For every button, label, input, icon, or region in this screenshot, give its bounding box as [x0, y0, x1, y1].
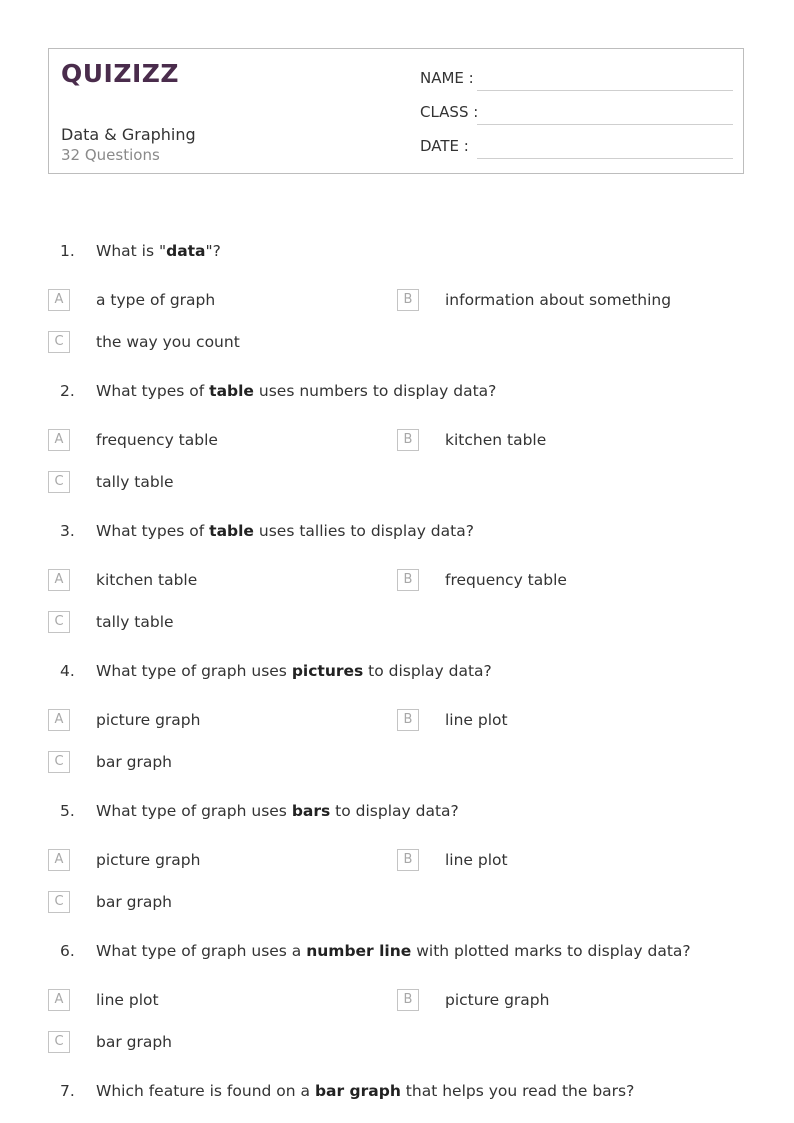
question-count: 32 Questions [61, 146, 160, 164]
option-b-box[interactable]: B [397, 429, 419, 451]
option-a-text[interactable]: picture graph [96, 851, 201, 869]
class-line [477, 124, 733, 125]
question-number: 1. [60, 242, 75, 260]
option-b-text[interactable]: information about something [445, 291, 672, 309]
option-c-box[interactable]: C [48, 751, 70, 773]
option-c-text[interactable]: bar graph [96, 753, 173, 771]
option-a-text[interactable]: frequency table [96, 431, 218, 449]
option-b-box[interactable]: B [397, 709, 419, 731]
question-number: 5. [60, 802, 75, 820]
option-b-text[interactable]: kitchen table [445, 431, 547, 449]
option-c-text[interactable]: tally table [96, 613, 174, 631]
question-number: 6. [60, 942, 75, 960]
option-c-text[interactable]: the way you count [96, 333, 240, 351]
question-number: 2. [60, 382, 75, 400]
option-c-box[interactable]: C [48, 1031, 70, 1053]
question-text: What type of graph uses a number line with plotted marks to display data? [96, 942, 691, 960]
option-c-box[interactable]: C [48, 471, 70, 493]
option-a-text[interactable]: kitchen table [96, 571, 198, 589]
option-a-text[interactable]: line plot [96, 991, 159, 1009]
option-c-box[interactable]: C [48, 611, 70, 633]
question-text: What is "data"? [96, 242, 221, 260]
option-a-box[interactable]: A [48, 429, 70, 451]
option-c-text[interactable]: bar graph [96, 1033, 173, 1051]
date-label: DATE : [420, 137, 469, 155]
question-text: What type of graph uses bars to display data? [96, 802, 459, 820]
option-b-box[interactable]: B [397, 289, 419, 311]
option-c-text[interactable]: bar graph [96, 893, 173, 911]
option-a-box[interactable]: A [48, 289, 70, 311]
option-a-box[interactable]: A [48, 989, 70, 1011]
option-b-text[interactable]: frequency table [445, 571, 567, 589]
question-text: What types of table uses numbers to display data? [96, 382, 497, 400]
name-field[interactable] [420, 67, 733, 91]
option-b-box[interactable]: B [397, 849, 419, 871]
question-text: What type of graph uses pictures to display data? [96, 662, 492, 680]
question-number: 7. [60, 1082, 75, 1100]
worksheet-title: Data & Graphing [61, 125, 196, 144]
question-text: Which feature is found on a bar graph that helps you read the bars? [96, 1082, 635, 1100]
option-a-text[interactable]: picture graph [96, 711, 201, 729]
option-c-text[interactable]: tally table [96, 473, 174, 491]
question-text: What types of table uses tallies to display data? [96, 522, 474, 540]
option-a-box[interactable]: A [48, 569, 70, 591]
question-number: 3. [60, 522, 75, 540]
date-line [477, 158, 733, 159]
option-b-box[interactable]: B [397, 989, 419, 1011]
name-label: NAME : [420, 69, 474, 87]
date-field[interactable] [420, 135, 733, 159]
option-a-box[interactable]: A [48, 849, 70, 871]
class-label: CLASS : [420, 103, 479, 121]
option-a-box[interactable]: A [48, 709, 70, 731]
class-field[interactable] [420, 101, 733, 125]
name-line [477, 90, 733, 91]
worksheet-header [48, 48, 744, 174]
option-b-text[interactable]: line plot [445, 851, 508, 869]
question-number: 4. [60, 662, 75, 680]
quizizz-logo: QUIZIZZ [61, 59, 180, 88]
option-c-box[interactable]: C [48, 331, 70, 353]
option-b-text[interactable]: picture graph [445, 991, 550, 1009]
option-b-box[interactable]: B [397, 569, 419, 591]
option-b-text[interactable]: line plot [445, 711, 508, 729]
option-c-box[interactable]: C [48, 891, 70, 913]
option-a-text[interactable]: a type of graph [96, 291, 216, 309]
